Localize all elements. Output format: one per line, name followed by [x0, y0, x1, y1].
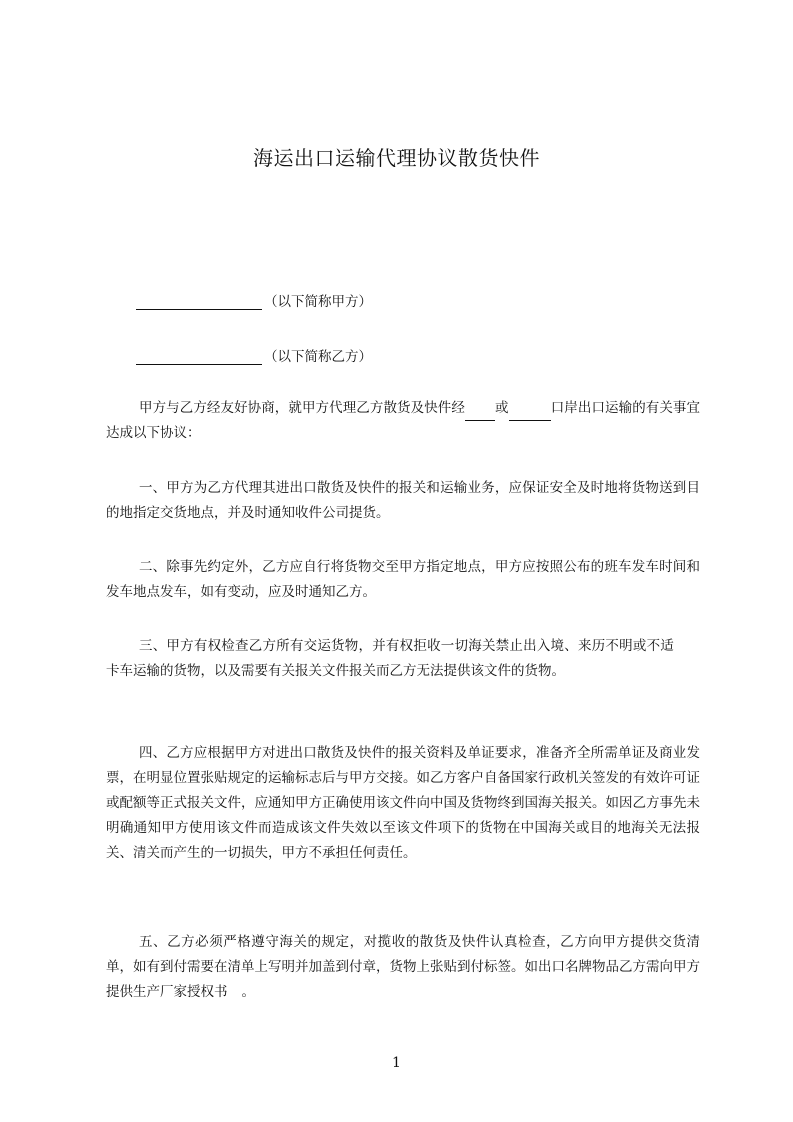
port-blank-1[interactable]: [465, 407, 495, 421]
clause-1-text: 一、甲方为乙方代理其进出口散货及快件的报关和运输业务，应保证安全及时地将货物送到目的地指定交货地点，并及时通知收件公司提货。: [106, 480, 700, 521]
clause-5-text-1: 五、乙方必须严格遵守海关的规定，对揽收的散货及快件认真检查，乙方向甲方提供交货清单，如有到付需要在清单上写明并加盖到付章，货物上张贴到付标签。如出口名牌物品乙方需向甲方提供生产厂家授权书: [106, 934, 700, 1000]
clause-2: [106, 555, 700, 605]
page-number: 1: [392, 1055, 401, 1071]
party-a-line: [136, 290, 372, 310]
document-title: 海运出口运输代理协议散货快件: [253, 146, 540, 170]
clause-1: [106, 476, 700, 526]
party-a-label: （以下简称甲方）: [264, 294, 372, 310]
party-b-label: （以下简称乙方）: [264, 349, 372, 365]
intro-text-2: 或: [494, 400, 509, 416]
party-a-blank[interactable]: [136, 295, 262, 310]
clause-3-text-2: 卡车运输的货物，以及需要有关报关文件报关而乙方无法提供该文件的货物。: [106, 663, 565, 679]
intro-text-3: 口岸出口运输的有关事宜达成以下协议：: [106, 400, 700, 441]
party-b-blank[interactable]: [136, 350, 262, 365]
clause-5: [106, 930, 700, 1005]
clause-4-text: 四、乙方应根据甲方对进出口散货及快件的报关资料及单证要求，准备齐全所需单证及商业发票，在明显位置张贴规定的运输标志后与甲方交接。如乙方客户自备国家行政机关签发的有效许可证或配额等正式报关文件，应通知甲方正确使用该文件向中国及货物终到国海关报关。如因乙方事先未明确通知甲方使用该文件而造成该文件失效以至该文件项下的货物在中国海关或目的地海关无法报关、清关而产生的一切损失，甲方不承担任何责任。: [106, 745, 700, 861]
clause-3-text-1: 三、甲方有权检查乙方所有交运货物，并有权拒收一切海关禁止出入境、来历不明或不适: [139, 638, 674, 654]
clause-4: [106, 741, 700, 866]
port-blank-2[interactable]: [509, 407, 551, 421]
clause-5-text-2: 。: [241, 984, 255, 1000]
clause-3: [106, 634, 700, 684]
intro-paragraph: [106, 396, 700, 446]
clause-2-text: 二、除事先约定外，乙方应自行将货物交至甲方指定地点，甲方应按照公布的班车发车时间和发车地点发车，如有变动，应及时通知乙方。: [106, 559, 700, 600]
intro-text-1: 甲方与乙方经友好协商，就甲方代理乙方散货及快件经: [139, 400, 465, 416]
party-b-line: [136, 345, 372, 365]
